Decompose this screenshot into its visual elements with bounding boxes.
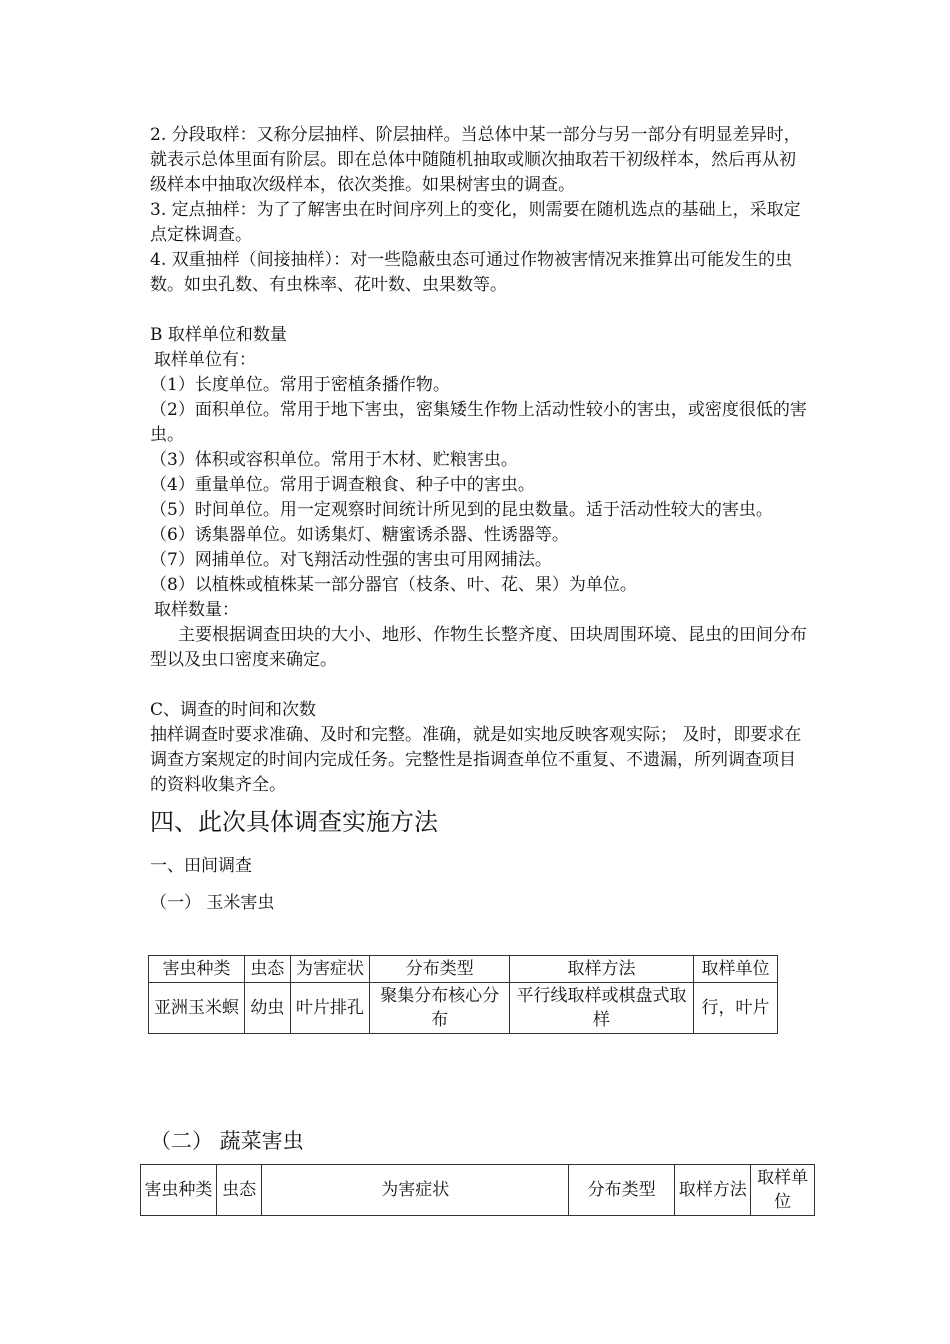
unit-item: （3）体积或容积单位。常用于木材、贮粮害虫。 [150, 450, 518, 470]
cell-sampling-method: 平行线取样或棋盘式取样 [509, 983, 693, 1034]
cell-insect-stage: 幼虫 [245, 983, 291, 1034]
table-header-row [149, 956, 778, 983]
header-pest-species: 害虫种类 [141, 1165, 217, 1216]
header-insect-stage: 虫态 [245, 956, 291, 983]
header-sampling-method: 取样方法 [675, 1165, 751, 1216]
unit-item: （7）网捕单位。对飞翔活动性强的害虫可用网捕法。 [150, 550, 552, 570]
header-damage-symptom: 为害症状 [262, 1165, 569, 1216]
header-distribution-type: 分布类型 [569, 1165, 675, 1216]
quantity-text: 主要根据调查田块的大小、地形、作物生长整齐度、田块周围环境、昆虫的田间分布型以及虫口密度来确定。 [150, 625, 807, 670]
section-b-title: B 取样单位和数量 [150, 325, 287, 345]
subheading-corn-pests: （一） 玉米害虫 [150, 893, 275, 913]
quantity-label: 取样数量： [154, 600, 239, 620]
document-body [150, 123, 810, 916]
unit-item: （1）长度单位。常用于密植条播作物。 [150, 375, 450, 395]
unit-item: （4）重量单位。常用于调查粮食、种子中的害虫。 [150, 475, 535, 495]
cell-damage-symptom: 叶片排孔 [290, 983, 370, 1034]
header-sampling-method: 取样方法 [509, 956, 693, 983]
header-sampling-unit: 取样单位 [694, 956, 778, 983]
table-header-row [141, 1165, 815, 1216]
header-distribution-type: 分布类型 [370, 956, 510, 983]
corn-pest-table [148, 955, 778, 1034]
unit-item: （2）面积单位。常用于地下害虫，密集矮生作物上活动性较小的害虫，或密度很低的害虫。 [150, 400, 807, 445]
header-sampling-unit: 取样单位 [751, 1165, 815, 1216]
section-c-title: C、调查的时间和次数 [150, 700, 317, 720]
header-pest-species: 害虫种类 [149, 956, 245, 983]
section-c-text: 抽样调查时要求准确、及时和完整。准确，就是如实地反映客观实际； 及时，即要求在调查方案规定的时间内完成任务。完整性是指调查单位不重复、不遗漏，所列调查项目的资料收集齐全。 [150, 725, 802, 795]
table-row [149, 983, 778, 1034]
unit-item: （5）时间单位。用一定观察时间统计所见到的昆虫数量。适于活动性较大的害虫。 [150, 500, 773, 520]
subheading-field-survey: 一、田间调查 [150, 856, 252, 876]
header-damage-symptom: 为害症状 [290, 956, 370, 983]
paragraph-stratified-sampling: 2. 分段取样：又称分层抽样、阶层抽样。当总体中某一部分与另一部分有明显差异时，就表示总体里面有阶层。即在总体中随随机抽取或顺次抽取若干初级样本，然后再从初级样本中抽取次级样本，依次类推。如果树害虫的调查。 [150, 125, 801, 195]
vegetable-pest-table [140, 1164, 815, 1216]
paragraph-fixed-point-sampling: 3. 定点抽样：为了了解害虫在时间序列上的变化，则需要在随机选点的基础上，采取定点定株调查。 [150, 200, 801, 245]
units-label: 取样单位有： [154, 350, 256, 370]
header-insect-stage: 虫态 [216, 1165, 262, 1216]
cell-sampling-unit: 行，叶片 [694, 983, 778, 1034]
unit-item: （6）诱集器单位。如诱集灯、糖蜜诱杀器、性诱器等。 [150, 525, 569, 545]
cell-distribution-type: 聚集分布核心分布 [370, 983, 510, 1034]
subheading-vegetable-pests: （二） 蔬菜害虫 [150, 1129, 304, 1153]
paragraph-double-sampling: 4. 双重抽样（间接抽样）：对一些隐蔽虫态可通过作物被害情况来推算出可能发生的虫数。如虫孔数、有虫株率、花叶数、虫果数等。 [150, 250, 793, 295]
heading-implementation: 四、此次具体调查实施方法 [150, 808, 438, 836]
unit-item: （8）以植株或植株某一部分器官（枝条、叶、花、果）为单位。 [150, 575, 637, 595]
cell-pest-species: 亚洲玉米螟 [149, 983, 245, 1034]
